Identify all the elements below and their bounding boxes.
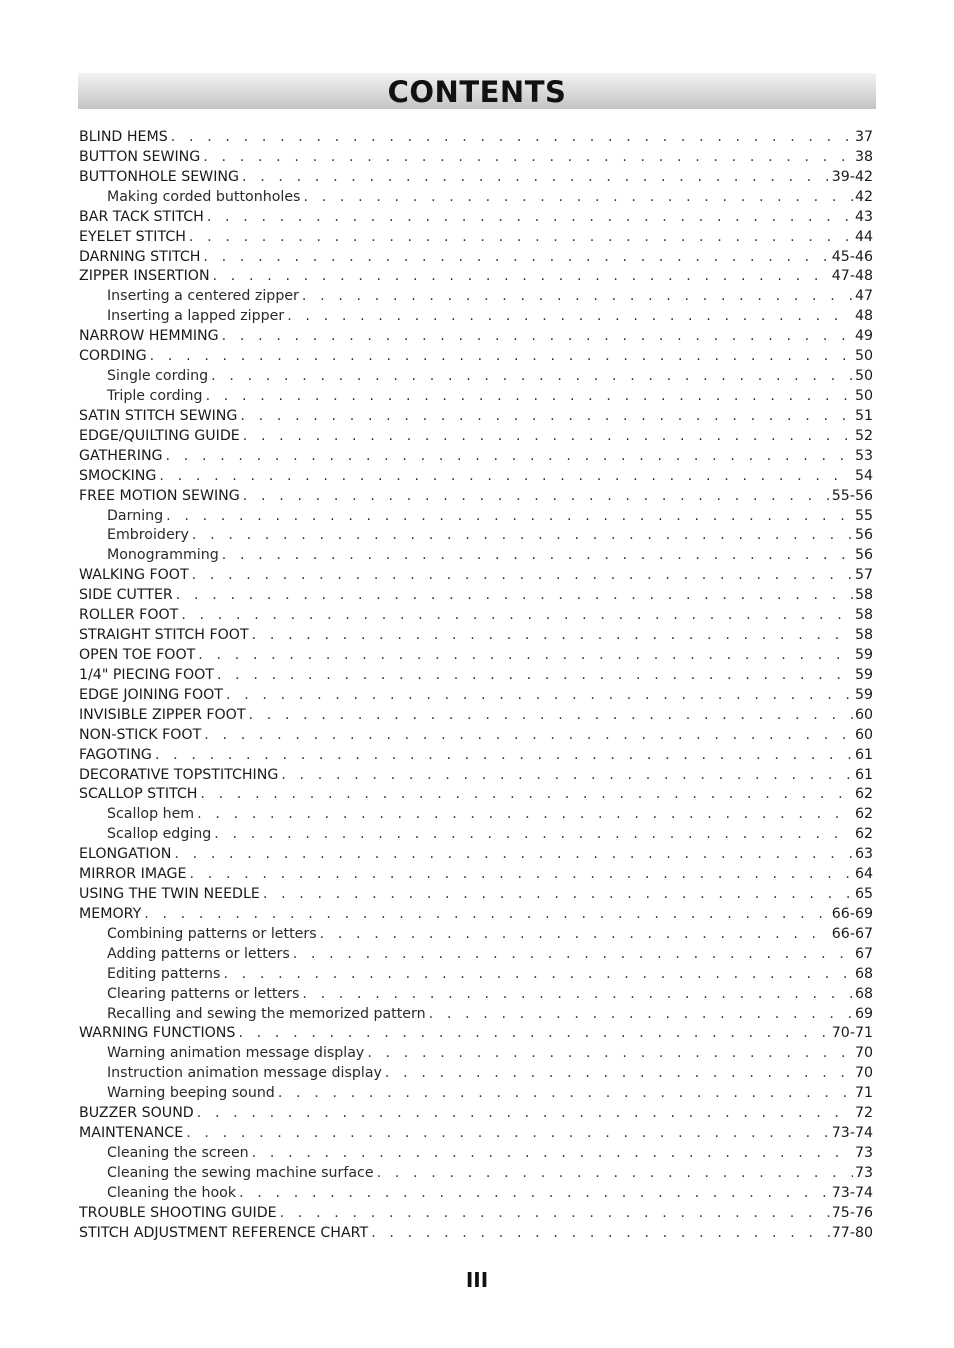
dot-leader [226,686,853,706]
dot-leader [385,1064,853,1084]
dot-leader [320,925,830,945]
toc-subentry[interactable] [79,1164,873,1184]
toc-entry-label: NON-STICK FOOT [79,726,202,743]
toc-entry-page: 61 [854,766,873,783]
toc-entry-page: 66-69 [831,905,873,922]
toc-entry-label: Inserting a lapped zipper [107,308,285,325]
toc-entry-page: 44 [854,228,873,245]
toc-entry[interactable] [79,706,873,726]
toc-entry-label: Darning [107,507,164,524]
dot-leader [192,566,853,586]
toc-entry-label: MIRROR IMAGE [79,866,187,883]
toc-entry-label: STITCH ADJUSTMENT REFERENCE CHART [79,1224,369,1241]
toc-entry-label: INVISIBLE ZIPPER FOOT [79,706,246,723]
dot-leader [243,427,853,447]
toc-entry-page: 47-48 [831,268,873,285]
toc-entry-label: BAR TACK STITCH [79,208,204,225]
toc-subentry[interactable] [79,1184,873,1204]
toc-entry-label: Clearing patterns or letters [107,985,300,1002]
toc-entry[interactable] [79,327,873,347]
dot-leader [249,706,853,726]
toc-entry-page: 66-67 [831,925,873,942]
dot-leader [281,766,853,786]
toc-entry-label: CORDING [79,348,147,365]
toc-entry-label: Recalling and sewing the memorized pattern [107,1005,426,1022]
toc-subentry[interactable] [79,546,873,566]
toc-entry-page: 62 [854,786,873,803]
dot-leader [371,1224,830,1244]
toc-entry-label: Editing patterns [107,965,221,982]
toc-entry-label: Warning beeping sound [107,1085,275,1102]
toc-entry-page: 59 [854,646,873,663]
toc-entry-label: SIDE CUTTER [79,587,173,604]
toc-subentry[interactable] [79,965,873,985]
dot-leader [367,1044,853,1064]
dot-leader [222,546,853,566]
toc-subentry[interactable] [79,1005,873,1025]
toc-entry-page: 50 [854,368,873,385]
toc-entry-page: 69 [854,1005,873,1022]
dot-leader [429,1005,853,1025]
dot-leader [171,128,853,148]
toc-entry-label: Cleaning the hook [107,1184,237,1201]
toc-entry[interactable] [79,1024,873,1044]
toc-entry-page: 73 [854,1164,873,1181]
dot-leader [213,267,830,287]
toc-entry-label: ELONGATION [79,846,172,863]
toc-entry-label: Embroidery [107,527,189,544]
toc-entry-page: 65 [854,886,873,903]
page-number: III [465,1268,489,1292]
toc-entry[interactable] [79,267,873,287]
toc-subentry[interactable] [79,526,873,546]
dot-leader [155,746,853,766]
toc-entry-page: 45-46 [831,248,873,265]
toc-entry[interactable] [79,427,873,447]
toc-entry-page: 70 [854,1045,873,1062]
dot-leader [207,208,853,228]
toc-subentry[interactable] [79,825,873,845]
toc-entry[interactable] [79,1124,873,1144]
dot-leader [302,985,853,1005]
toc-entry[interactable] [79,168,873,188]
toc-entry-page: 56 [854,527,873,544]
table-of-contents [79,128,873,1244]
toc-entry-page: 38 [854,148,873,165]
toc-subentry[interactable] [79,1064,873,1084]
toc-entry[interactable] [79,447,873,467]
toc-entry-label: TROUBLE SHOOTING GUIDE [79,1204,277,1221]
dot-leader [189,228,853,248]
toc-entry-page: 70-71 [831,1025,873,1042]
toc-entry-label: Making corded buttonholes [107,188,301,205]
toc-entry[interactable] [79,766,873,786]
toc-entry[interactable] [79,626,873,646]
toc-entry-label: DECORATIVE TOPSTITCHING [79,766,279,783]
toc-subentry[interactable] [79,367,873,387]
toc-entry[interactable] [79,208,873,228]
toc-entry-page: 47 [854,288,873,305]
toc-entry[interactable] [79,606,873,626]
toc-entry[interactable] [79,467,873,487]
toc-entry-label: Instruction animation message display [107,1065,382,1082]
toc-entry-label: STRAIGHT STITCH FOOT [79,627,249,644]
toc-entry[interactable] [79,845,873,865]
toc-entry-page: 60 [854,706,873,723]
toc-subentry[interactable] [79,985,873,1005]
toc-entry-label: BUTTONHOLE SEWING [79,168,239,185]
toc-entry[interactable] [79,1204,873,1224]
dot-leader [263,885,853,905]
toc-entry-page: 53 [854,447,873,464]
toc-entry[interactable] [79,248,873,268]
toc-entry-label: MEMORY [79,905,142,922]
toc-entry-page: 77-80 [831,1224,873,1241]
toc-entry-label: EDGE JOINING FOOT [79,686,223,703]
toc-entry-page: 60 [854,726,873,743]
toc-entry-page: 64 [854,866,873,883]
toc-entry-label: SMOCKING [79,467,157,484]
toc-entry-page: 55-56 [831,487,873,504]
toc-entry[interactable] [79,586,873,606]
toc-entry-label: NARROW HEMMING [79,328,219,345]
toc-entry-page: 58 [854,587,873,604]
dot-leader [197,805,853,825]
toc-entry[interactable] [79,1224,873,1244]
dot-leader [252,626,853,646]
dot-leader [217,666,853,686]
toc-entry-page: 70 [854,1065,873,1082]
dot-leader [144,905,830,925]
toc-entry-page: 50 [854,348,873,365]
toc-entry-page: 68 [854,985,873,1002]
dot-leader [150,347,853,367]
toc-entry[interactable] [79,347,873,367]
toc-subentry[interactable] [79,805,873,825]
dot-leader [176,586,853,606]
toc-entry-page: 49 [854,328,873,345]
dot-leader [190,865,853,885]
toc-entry-label: OPEN TOE FOOT [79,646,196,663]
toc-entry-page: 56 [854,547,873,564]
dot-leader [243,487,830,507]
toc-entry-label: EYELET STITCH [79,228,186,245]
toc-entry-page: 73-74 [831,1184,873,1201]
toc-entry[interactable] [79,487,873,507]
toc-entry-page: 62 [854,826,873,843]
toc-entry-label: Cleaning the screen [107,1145,249,1162]
dot-leader [159,467,853,487]
toc-entry-page: 59 [854,686,873,703]
dot-leader [278,1084,853,1104]
toc-entry-label: GATHERING [79,447,163,464]
toc-entry[interactable] [79,785,873,805]
toc-entry-label: MAINTENANCE [79,1125,184,1142]
toc-entry-page: 58 [854,627,873,644]
toc-entry[interactable] [79,407,873,427]
toc-entry-page: 59 [854,666,873,683]
dot-leader [204,726,853,746]
toc-entry-label: WALKING FOOT [79,567,189,584]
dot-leader [211,367,853,387]
toc-entry-page: 42 [854,188,873,205]
toc-entry-label: Monogramming [107,547,219,564]
toc-entry-page: 61 [854,746,873,763]
toc-entry-label: Scallop edging [107,826,212,843]
dot-leader [166,447,853,467]
toc-entry[interactable] [79,148,873,168]
dot-leader [222,327,853,347]
toc-subentry[interactable] [79,507,873,527]
toc-entry-label: ZIPPER INSERTION [79,268,210,285]
toc-entry-page: 52 [854,427,873,444]
toc-entry-page: 51 [854,407,873,424]
dot-leader [238,1024,829,1044]
dot-leader [223,965,852,985]
dot-leader [239,1184,830,1204]
toc-entry-page: 54 [854,467,873,484]
dot-leader [192,526,853,546]
toc-entry-page: 57 [854,567,873,584]
dot-leader [186,1124,830,1144]
dot-leader [240,407,853,427]
toc-subentry[interactable] [79,287,873,307]
toc-entry-label: EDGE/QUILTING GUIDE [79,427,240,444]
toc-entry-page: 73-74 [831,1125,873,1142]
toc-entry[interactable] [79,1104,873,1124]
toc-entry-label: Single cording [107,368,209,385]
dot-leader [302,287,853,307]
toc-entry-page: 58 [854,607,873,624]
dot-leader [280,1204,830,1224]
toc-entry[interactable] [79,228,873,248]
dot-leader [166,507,853,527]
toc-entry-page: 73 [854,1145,873,1162]
toc-entry-label: SCALLOP STITCH [79,786,198,803]
dot-leader [214,825,853,845]
toc-entry-label: BUZZER SOUND [79,1105,194,1122]
toc-subentry[interactable] [79,307,873,327]
dot-leader [198,646,853,666]
toc-entry-page: 62 [854,806,873,823]
toc-entry-label: Scallop hem [107,806,195,823]
toc-entry-label: Warning animation message display [107,1045,365,1062]
toc-entry[interactable] [79,666,873,686]
dot-leader [203,148,853,168]
toc-entry-page: 50 [854,387,873,404]
toc-entry-label: Inserting a centered zipper [107,288,299,305]
toc-entry-label: DARNING STITCH [79,248,201,265]
toc-entry-page: 72 [854,1105,873,1122]
toc-entry[interactable] [79,686,873,706]
toc-entry-page: 48 [854,308,873,325]
toc-entry-label: BLIND HEMS [79,129,168,145]
toc-entry-label: SATIN STITCH SEWING [79,407,238,424]
toc-entry[interactable] [79,865,873,885]
toc-entry-page: 63 [854,846,873,863]
toc-subentry[interactable] [79,387,873,407]
dot-leader [203,248,829,268]
toc-entry[interactable] [79,746,873,766]
toc-entry[interactable] [79,128,873,148]
toc-subentry[interactable] [79,188,873,208]
toc-subentry[interactable] [79,1084,873,1104]
page-title: CONTENTS [387,74,567,109]
dot-leader [377,1164,853,1184]
toc-entry-page: 75-76 [831,1204,873,1221]
title-bar [78,73,876,109]
toc-entry-page: 55 [854,507,873,524]
toc-entry[interactable] [79,566,873,586]
toc-entry-page: 43 [854,208,873,225]
toc-subentry[interactable] [79,1044,873,1064]
toc-entry-label: FAGOTING [79,746,152,763]
toc-entry-label: FREE MOTION SEWING [79,487,240,504]
toc-entry-page: 71 [854,1085,873,1102]
dot-leader [200,785,853,805]
toc-subentry[interactable] [79,1144,873,1164]
dot-leader [206,387,853,407]
toc-entry-label: Combining patterns or letters [107,925,317,942]
toc-entry-label: BUTTON SEWING [79,148,201,165]
dot-leader [303,188,852,208]
toc-entry-label: Triple cording [107,387,203,404]
toc-entry-page: 67 [854,945,873,962]
toc-entry-label: 1/4" PIECING FOOT [79,666,214,683]
toc-entry-label: WARNING FUNCTIONS [79,1025,236,1042]
toc-entry[interactable] [79,646,873,666]
toc-entry[interactable] [79,905,873,925]
toc-entry-page: 68 [854,965,873,982]
toc-entry[interactable] [79,726,873,746]
toc-entry-label: Cleaning the sewing machine surface [107,1164,374,1181]
toc-entry-label: Adding patterns or letters [107,945,290,962]
dot-leader [197,1104,853,1124]
toc-entry-label: ROLLER FOOT [79,607,179,624]
toc-subentry[interactable] [79,945,873,965]
toc-entry-page: 39-42 [831,168,873,185]
toc-entry[interactable] [79,885,873,905]
dot-leader [174,845,853,865]
dot-leader [252,1144,853,1164]
dot-leader [287,307,853,327]
toc-entry-label: USING THE TWIN NEEDLE [79,886,260,903]
toc-subentry[interactable] [79,925,873,945]
dot-leader [181,606,853,626]
dot-leader [293,945,853,965]
dot-leader [242,168,830,188]
toc-entry-page: 37 [854,129,873,145]
